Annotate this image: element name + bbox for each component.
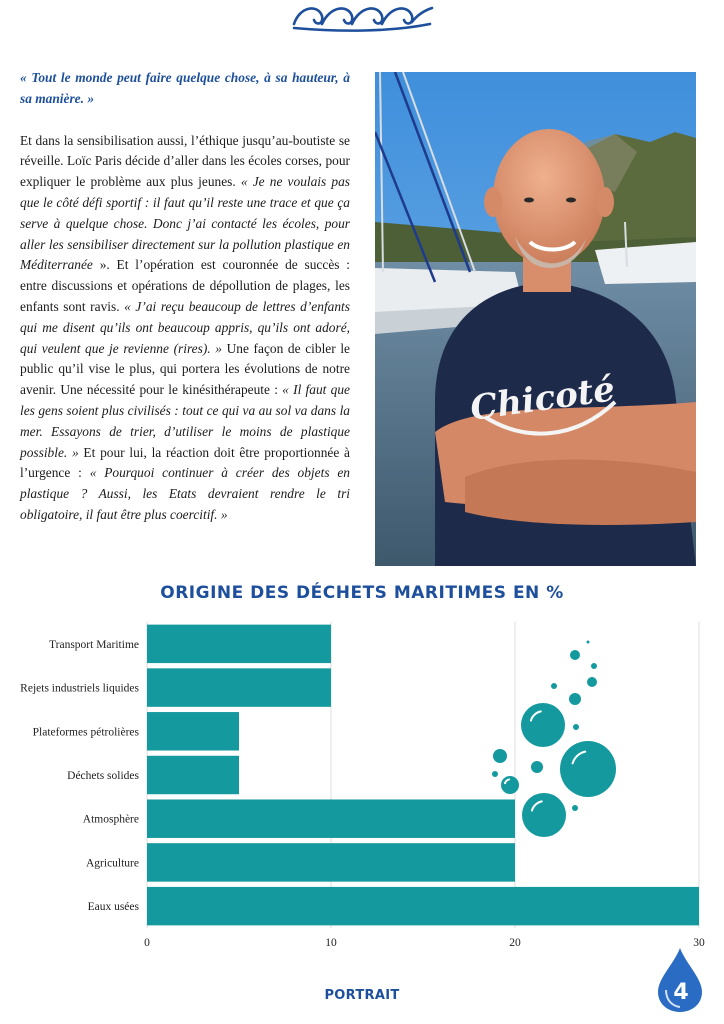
x-tick-label: 20 xyxy=(509,937,521,949)
bubble xyxy=(569,693,581,705)
category-label: Eaux usées xyxy=(87,901,139,914)
quote-text: , il faut être plus coercitif. » xyxy=(79,506,228,522)
category-label: Agriculture xyxy=(85,857,139,870)
quote-text: « J’ai reçu beaucoup de lettres d’enfants qui me disent qu’ils ont beaucoup appris, qu’ils ont adoré, qui veulent que je revienne (rires). » xyxy=(20,298,350,356)
quote-text: « Je ne voulais pas que le côté défi sportif : il faut qu’il reste une trace et que ça serve à quelque chose. Donc j’ai contacté les écoles, pour aller les sensibiliser directement sur la pollution plastique en Méditerranée xyxy=(20,174,350,273)
x-tick-label: 10 xyxy=(325,937,337,949)
bar-chart xyxy=(0,610,724,950)
bubble xyxy=(572,805,578,811)
bubble xyxy=(570,650,580,660)
bar xyxy=(147,668,331,706)
bar xyxy=(147,756,239,794)
chart-title: ORIGINE DES DÉCHETS MARITIMES EN % xyxy=(160,583,564,603)
bubble xyxy=(551,683,557,689)
category-label: Rejets industriels liquides xyxy=(20,682,139,695)
bubble xyxy=(573,724,579,730)
x-tick-label: 0 xyxy=(144,937,150,949)
portrait-photo xyxy=(375,72,696,566)
pull-quote: « Tout le monde peut faire quelque chose, à sa hauteur, à sa manière. » xyxy=(20,70,350,106)
category-label: Transport Maritime xyxy=(49,638,139,651)
bubble xyxy=(492,771,498,777)
bubble xyxy=(501,776,519,794)
shirt-lettering: Chicoté xyxy=(467,369,618,429)
page-number: 4 xyxy=(673,980,689,1005)
bubble xyxy=(591,663,597,669)
bar xyxy=(147,712,239,750)
bubble xyxy=(493,749,507,763)
bar xyxy=(147,799,515,837)
bar xyxy=(147,887,699,925)
bar xyxy=(147,625,331,663)
quote-text: « Il faut que les gens soient plus civilisés : tout ce qui va au sol va dans la mer. Essayons de trier, d’utiliser le moins de plastique possible. » xyxy=(20,382,350,460)
bubble xyxy=(531,761,543,773)
body-text: Une façon de cibler le public qu’il vise le plus, qui portera les évolutions de notre avenir. Une nécessité pour le kinésithérapeute : xyxy=(20,340,350,398)
body-paragraph xyxy=(20,131,350,526)
category-label: Atmosphère xyxy=(82,813,139,826)
article-text xyxy=(20,68,350,526)
x-tick-label: 30 xyxy=(693,937,705,949)
bubble xyxy=(522,793,566,837)
category-label: Plateformes pétrolières xyxy=(32,726,139,739)
bubble xyxy=(587,677,597,687)
body-text: ». Et l’opération est couronnée de succès : entre discussions et opérations de dépollution de plages, les enfants sont ravis. xyxy=(20,257,350,314)
bubble xyxy=(560,741,616,797)
water-drop-icon xyxy=(656,946,704,1014)
bubble xyxy=(587,641,590,644)
bubble xyxy=(521,703,565,747)
bar xyxy=(147,843,515,881)
section-label: PORTRAIT xyxy=(324,988,400,1003)
body-text: Et dans la sensibilisation aussi, l’éthique jusqu’au-boutiste se réveille. Loïc Paris décide d’aller dans les écoles corses, pour expliquer le problème aux plus jeunes. xyxy=(20,132,350,190)
wave-ornament-icon xyxy=(290,0,436,34)
category-label: Déchets solides xyxy=(67,770,139,782)
quote-text: « Pourquoi continuer à créer des objets en plastique ? Aussi, les Etats devraient rendre le tri obligatoire xyxy=(20,465,350,522)
body-text: Et pour lui, la réaction doit être proportionnée à l’urgence : xyxy=(20,444,350,481)
